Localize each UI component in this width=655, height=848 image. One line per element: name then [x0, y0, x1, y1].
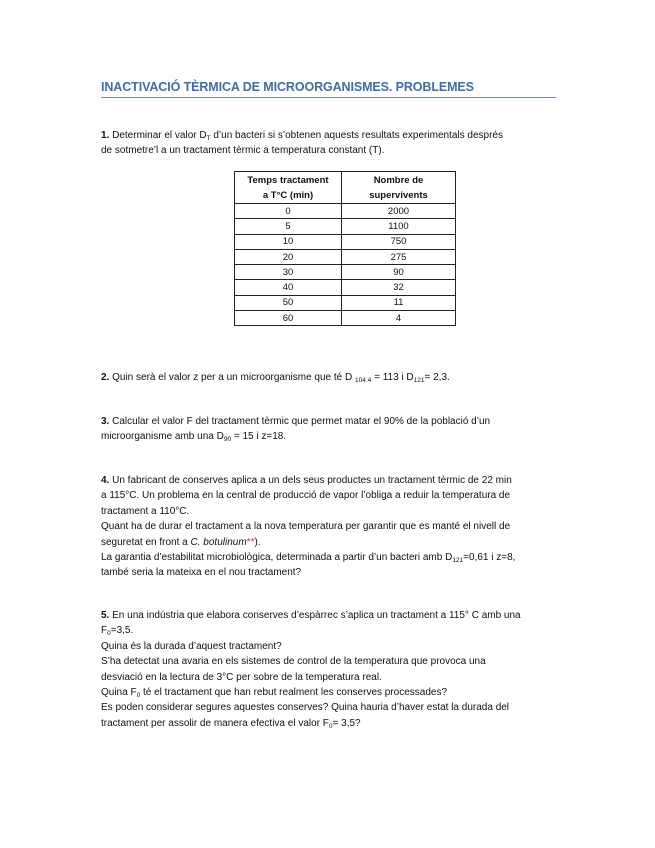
- table-row: [235, 204, 456, 219]
- subscript: 104.4: [355, 377, 372, 384]
- problem-text: F: [101, 625, 108, 637]
- cell-count: 11: [342, 295, 456, 310]
- problem-text: Es poden considerar segures aquestes conserves? Quina hauria d’haver estat la durada del: [101, 702, 510, 714]
- problem-text: també seria la mateixa en el nou tractament?: [101, 567, 302, 579]
- problem-text: Quant ha de durar el tractament a la nova temperatura per garantir que es manté el nivell de: [101, 521, 511, 533]
- problem-number: 2.: [101, 372, 110, 383]
- cell-time: 10: [235, 234, 342, 249]
- problem-text: = 2,3.: [424, 372, 450, 383]
- cell-count: 90: [342, 265, 456, 280]
- subscript: T: [206, 135, 211, 142]
- subscript: 0: [136, 692, 141, 700]
- subscript: 0: [328, 722, 333, 730]
- footnote-mark: **: [246, 536, 255, 548]
- problem-text: Calcular el valor F del tractament tèrmic que permet matar el 90% de la població d’un: [109, 416, 491, 427]
- cell-count: 32: [342, 280, 456, 295]
- problem-text: seguretat en front a: [101, 536, 191, 548]
- problem-text: En una indústria que elabora conserves d’espàrrec s’aplica un tractament a 115° C amb una: [109, 610, 521, 621]
- subscript: 121: [413, 377, 425, 384]
- problem-1: [101, 128, 557, 159]
- problem-text: = 15 i z=18.: [231, 431, 287, 443]
- table-row: [235, 295, 456, 310]
- cell-count: 2000: [342, 204, 456, 219]
- problem-text: tractament per assolir de manera efectiva el valor F: [101, 717, 329, 729]
- problem-text: desviació en la lectura de 3°C per sobre de la temperatura real.: [101, 671, 382, 683]
- problem-text: ).: [254, 536, 261, 548]
- problem-text: La garantia d’estabilitat microbiològica, determinada a partir d’un bacteri amb D: [101, 552, 453, 564]
- table-row: [235, 311, 456, 326]
- problem-text: Un fabricant de conserves aplica a un dels seus productes un tractament tèrmic de 22 min: [109, 475, 512, 486]
- cell-count: 4: [342, 311, 456, 326]
- cell-time: 0: [235, 204, 342, 219]
- problem-text: microorganisme amb una D: [101, 431, 224, 443]
- problem-text: Quin serà el valor z per a un microorganisme que té D: [109, 372, 356, 383]
- problem-number: 3.: [101, 416, 110, 427]
- problem-text: Determinar el valor D: [109, 130, 207, 141]
- cell-time: 30: [235, 265, 342, 280]
- problem-text: S’ha detectat una avaria en els sistemes de control de la temperatura que provoca una: [101, 656, 486, 668]
- problem-text: Quina és la durada d’aquest tractament?: [101, 640, 282, 652]
- problem-text: a 115°C. Un problema en la central de producció de vapor l’obliga a reduir la temperatura de: [101, 490, 511, 502]
- column-header-survivors: Nombre de supervivents: [342, 172, 456, 204]
- subscript: 90: [223, 436, 232, 444]
- problem-text: Quina F: [101, 687, 137, 699]
- problem-number: 1.: [101, 130, 110, 141]
- problem-5: [101, 608, 557, 731]
- cell-time: 20: [235, 249, 342, 264]
- problem-text: =3,5.: [110, 625, 134, 637]
- cell-count: 1100: [342, 219, 456, 234]
- problem-3: [101, 414, 557, 445]
- problem-4: [101, 473, 557, 581]
- cell-time: 5: [235, 219, 342, 234]
- survivors-table: [234, 171, 456, 326]
- problem-number: 5.: [101, 610, 110, 621]
- problem-2: [101, 370, 557, 385]
- problem-text: de sotmetre’l a un tractament tèrmic a temperatura constant (T).: [101, 145, 385, 157]
- cell-time: 60: [235, 311, 342, 326]
- cell-time: 40: [235, 280, 342, 295]
- table-row: [235, 219, 456, 234]
- table-row: [235, 265, 456, 280]
- problem-number: 4.: [101, 475, 110, 486]
- subscript: 0: [107, 630, 111, 638]
- table-row: [235, 280, 456, 295]
- table-row: [235, 249, 456, 264]
- problem-text: té el tractament que han rebut realment les conserves processades?: [140, 687, 448, 699]
- problem-text: = 113 i D: [371, 372, 414, 383]
- page-title: INACTIVACIÓ TÈRMICA DE MICROORGANISMES. PROBLEMES: [101, 80, 556, 98]
- problem-text: tractament a 110°C.: [101, 505, 190, 517]
- cell-count: 750: [342, 234, 456, 249]
- problem-text: = 3,5?: [332, 717, 361, 729]
- problem-text: d’un bacteri si s’obtenen aquests resultats experimentals després: [210, 130, 503, 141]
- subscript: 121: [452, 557, 464, 565]
- column-header-time: Temps tractament a T°C (min): [235, 172, 342, 204]
- problem-text: =0,61 i z=8,: [463, 552, 516, 564]
- table-row: [235, 234, 456, 249]
- table-header-row: [235, 172, 456, 204]
- species-name: C. botulinum: [190, 536, 247, 548]
- cell-count: 275: [342, 249, 456, 264]
- cell-time: 50: [235, 295, 342, 310]
